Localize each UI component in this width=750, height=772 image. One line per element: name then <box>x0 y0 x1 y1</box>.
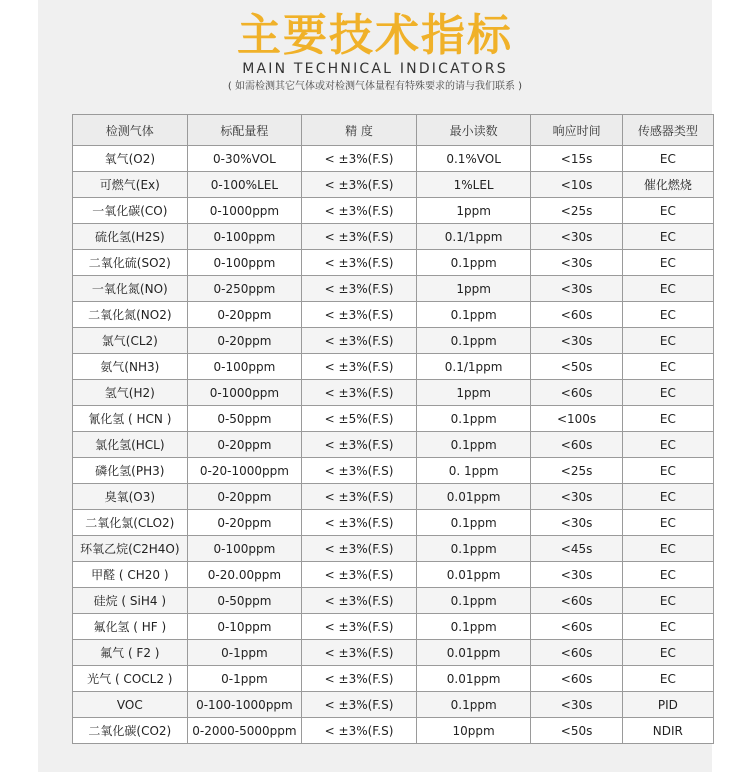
gas-cell: 氢气(H2) <box>73 380 188 406</box>
page-title: 主要技术指标 <box>237 10 513 61</box>
range-cell: 0-10ppm <box>187 614 302 640</box>
min-reading-cell: 0.1ppm <box>416 328 531 354</box>
min-reading-cell: 0.01ppm <box>416 562 531 588</box>
gas-cell: 硅烷 ( SiH4 ) <box>73 588 188 614</box>
table-row <box>73 146 714 172</box>
sensor-type-cell: EC <box>622 536 713 562</box>
range-cell: 0-20ppm <box>187 328 302 354</box>
sensor-type-cell: EC <box>622 302 713 328</box>
table-row <box>73 380 714 406</box>
header-gas: 检测气体 <box>73 115 188 146</box>
accuracy-cell: < ±3%(F.S) <box>302 172 417 198</box>
table-row <box>73 276 714 302</box>
range-cell: 0-100-1000ppm <box>187 692 302 718</box>
range-cell: 0-20ppm <box>187 302 302 328</box>
response-time-cell: <30s <box>531 328 622 354</box>
gas-cell: 磷化氢(PH3) <box>73 458 188 484</box>
sensor-type-cell: EC <box>622 380 713 406</box>
gas-cell: 硫化氢(H2S) <box>73 224 188 250</box>
range-cell: 0-100ppm <box>187 250 302 276</box>
range-cell: 0-100%LEL <box>187 172 302 198</box>
response-time-cell: <50s <box>531 718 622 744</box>
range-cell: 0-250ppm <box>187 276 302 302</box>
range-cell: 0-20.00ppm <box>187 562 302 588</box>
range-cell: 0-100ppm <box>187 354 302 380</box>
accuracy-cell: < ±3%(F.S) <box>302 718 417 744</box>
response-time-cell: <100s <box>531 406 622 432</box>
min-reading-cell: 0.1ppm <box>416 614 531 640</box>
range-cell: 0-100ppm <box>187 224 302 250</box>
response-time-cell: <60s <box>531 380 622 406</box>
accuracy-cell: < ±3%(F.S) <box>302 302 417 328</box>
sensor-type-cell: EC <box>622 588 713 614</box>
range-cell: 0-1ppm <box>187 640 302 666</box>
range-cell: 0-50ppm <box>187 588 302 614</box>
gas-cell: 二氧化氮(NO2) <box>73 302 188 328</box>
range-cell: 0-1ppm <box>187 666 302 692</box>
accuracy-cell: < ±3%(F.S) <box>302 536 417 562</box>
response-time-cell: <60s <box>531 666 622 692</box>
gas-cell: 氯化氢(HCL) <box>73 432 188 458</box>
table-row <box>73 406 714 432</box>
response-time-cell: <30s <box>531 276 622 302</box>
sensor-type-cell: EC <box>622 406 713 432</box>
header-response-time: 响应时间 <box>531 115 622 146</box>
sensor-type-cell: EC <box>622 614 713 640</box>
response-time-cell: <60s <box>531 302 622 328</box>
min-reading-cell: 0.1ppm <box>416 302 531 328</box>
sensor-type-cell: EC <box>622 458 713 484</box>
accuracy-cell: < ±3%(F.S) <box>302 432 417 458</box>
min-reading-cell: 0.1ppm <box>416 536 531 562</box>
min-reading-cell: 0.01ppm <box>416 666 531 692</box>
response-time-cell: <30s <box>531 562 622 588</box>
response-time-cell: <30s <box>531 510 622 536</box>
sensor-type-cell: EC <box>622 510 713 536</box>
response-time-cell: <30s <box>531 484 622 510</box>
contact-note: ( 如需检测其它气体或对检测气体量程有特殊要求的请与我们联系 ) <box>227 81 523 92</box>
table-row <box>73 692 714 718</box>
response-time-cell: <45s <box>531 536 622 562</box>
min-reading-cell: 1%LEL <box>416 172 531 198</box>
accuracy-cell: < ±3%(F.S) <box>302 510 417 536</box>
gas-cell: 二氧化氯(CLO2) <box>73 510 188 536</box>
accuracy-cell: < ±3%(F.S) <box>302 276 417 302</box>
accuracy-cell: < ±3%(F.S) <box>302 328 417 354</box>
accuracy-cell: < ±5%(F.S) <box>302 406 417 432</box>
sensor-type-cell: EC <box>622 666 713 692</box>
table-row <box>73 224 714 250</box>
sensor-type-cell: EC <box>622 328 713 354</box>
accuracy-cell: < ±3%(F.S) <box>302 354 417 380</box>
response-time-cell: <25s <box>531 458 622 484</box>
accuracy-cell: < ±3%(F.S) <box>302 458 417 484</box>
range-cell: 0-20ppm <box>187 484 302 510</box>
accuracy-cell: < ±3%(F.S) <box>302 562 417 588</box>
header-min-reading: 最小读数 <box>416 115 531 146</box>
range-cell: 0-20ppm <box>187 432 302 458</box>
sensor-type-cell: EC <box>622 432 713 458</box>
accuracy-cell: < ±3%(F.S) <box>302 484 417 510</box>
min-reading-cell: 0.1ppm <box>416 432 531 458</box>
accuracy-cell: < ±3%(F.S) <box>302 224 417 250</box>
sensor-type-cell: EC <box>622 250 713 276</box>
gas-cell: 环氧乙烷(C2H4O) <box>73 536 188 562</box>
min-reading-cell: 0.1/1ppm <box>416 354 531 380</box>
min-reading-cell: 1ppm <box>416 380 531 406</box>
sensor-type-cell: NDIR <box>622 718 713 744</box>
table-row <box>73 198 714 224</box>
response-time-cell: <25s <box>531 198 622 224</box>
header-accuracy: 精 度 <box>302 115 417 146</box>
gas-cell: 可燃气(Ex) <box>73 172 188 198</box>
accuracy-cell: < ±3%(F.S) <box>302 588 417 614</box>
table-row <box>73 172 714 198</box>
response-time-cell: <30s <box>531 224 622 250</box>
sensor-type-cell: PID <box>622 692 713 718</box>
table-row <box>73 666 714 692</box>
range-cell: 0-20-1000ppm <box>187 458 302 484</box>
min-reading-cell: 0.01ppm <box>416 484 531 510</box>
table-row <box>73 718 714 744</box>
table-row <box>73 536 714 562</box>
min-reading-cell: 0. 1ppm <box>416 458 531 484</box>
table-row <box>73 354 714 380</box>
range-cell: 0-20ppm <box>187 510 302 536</box>
response-time-cell: <60s <box>531 432 622 458</box>
range-cell: 0-30%VOL <box>187 146 302 172</box>
accuracy-cell: < ±3%(F.S) <box>302 146 417 172</box>
accuracy-cell: < ±3%(F.S) <box>302 666 417 692</box>
accuracy-cell: < ±3%(F.S) <box>302 614 417 640</box>
spec-table <box>72 114 714 744</box>
spec-table-body <box>73 146 714 744</box>
table-row <box>73 432 714 458</box>
response-time-cell: <30s <box>531 250 622 276</box>
response-time-cell: <30s <box>531 692 622 718</box>
response-time-cell: <50s <box>531 354 622 380</box>
gas-cell: 氟化氢 ( HF ) <box>73 614 188 640</box>
min-reading-cell: 0.1ppm <box>416 250 531 276</box>
min-reading-cell: 0.1ppm <box>416 406 531 432</box>
min-reading-cell: 0.1%VOL <box>416 146 531 172</box>
response-time-cell: <60s <box>531 588 622 614</box>
table-row <box>73 510 714 536</box>
header-range: 标配量程 <box>187 115 302 146</box>
sensor-type-cell: EC <box>622 484 713 510</box>
table-row <box>73 484 714 510</box>
accuracy-cell: < ±3%(F.S) <box>302 640 417 666</box>
range-cell: 0-2000-5000ppm <box>187 718 302 744</box>
gas-cell: 氟气 ( F2 ) <box>73 640 188 666</box>
gas-cell: 氧气(O2) <box>73 146 188 172</box>
table-row <box>73 562 714 588</box>
range-cell: 0-1000ppm <box>187 380 302 406</box>
min-reading-cell: 0.01ppm <box>416 640 531 666</box>
gas-cell: 臭氧(O3) <box>73 484 188 510</box>
gas-cell: 氯气(CL2) <box>73 328 188 354</box>
gas-cell: 氨气(NH3) <box>73 354 188 380</box>
min-reading-cell: 0.1ppm <box>416 692 531 718</box>
sensor-type-cell: EC <box>622 562 713 588</box>
gas-cell: 二氧化硫(SO2) <box>73 250 188 276</box>
gas-cell: 一氧化碳(CO) <box>73 198 188 224</box>
min-reading-cell: 1ppm <box>416 198 531 224</box>
sensor-type-cell: EC <box>622 198 713 224</box>
sensor-type-cell: EC <box>622 224 713 250</box>
table-row <box>73 588 714 614</box>
gas-cell: 甲醛 ( CH20 ) <box>73 562 188 588</box>
gas-cell: 一氧化氮(NO) <box>73 276 188 302</box>
response-time-cell: <60s <box>531 640 622 666</box>
sensor-type-cell: EC <box>622 354 713 380</box>
sensor-type-cell: EC <box>622 640 713 666</box>
min-reading-cell: 0.1/1ppm <box>416 224 531 250</box>
range-cell: 0-1000ppm <box>187 198 302 224</box>
table-row <box>73 302 714 328</box>
min-reading-cell: 10ppm <box>416 718 531 744</box>
accuracy-cell: < ±3%(F.S) <box>302 380 417 406</box>
min-reading-cell: 0.1ppm <box>416 588 531 614</box>
gas-cell: 氰化氢 ( HCN ) <box>73 406 188 432</box>
table-header-row <box>73 115 714 146</box>
sensor-type-cell: 催化燃烧 <box>622 172 713 198</box>
gas-cell: VOC <box>73 692 188 718</box>
gas-cell: 二氧化碳(CO2) <box>73 718 188 744</box>
table-row <box>73 328 714 354</box>
accuracy-cell: < ±3%(F.S) <box>302 198 417 224</box>
table-row <box>73 614 714 640</box>
accuracy-cell: < ±3%(F.S) <box>302 250 417 276</box>
min-reading-cell: 1ppm <box>416 276 531 302</box>
min-reading-cell: 0.1ppm <box>416 510 531 536</box>
accuracy-cell: < ±3%(F.S) <box>302 692 417 718</box>
response-time-cell: <60s <box>531 614 622 640</box>
response-time-cell: <15s <box>531 146 622 172</box>
table-row <box>73 640 714 666</box>
sensor-type-cell: EC <box>622 146 713 172</box>
response-time-cell: <10s <box>531 172 622 198</box>
table-row <box>73 250 714 276</box>
spec-sheet <box>38 0 712 772</box>
table-row <box>73 458 714 484</box>
header-sensor-type: 传感器类型 <box>622 115 713 146</box>
gas-cell: 光气 ( COCL2 ) <box>73 666 188 692</box>
sensor-type-cell: EC <box>622 276 713 302</box>
range-cell: 0-50ppm <box>187 406 302 432</box>
range-cell: 0-100ppm <box>187 536 302 562</box>
page-subtitle: MAIN TECHNICAL INDICATORS <box>242 61 508 77</box>
